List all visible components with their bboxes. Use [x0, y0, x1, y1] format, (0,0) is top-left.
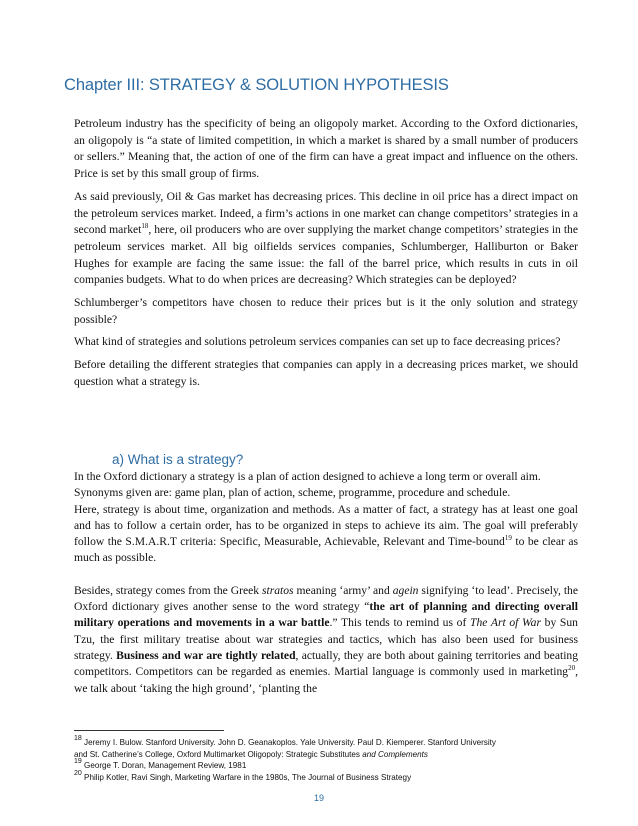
footnotes [74, 737, 578, 783]
etymology-paragraph: Besides, strategy comes from the Greek stratos meaning ‘army’ and agein signifying ‘to lead’. Precisely, the Oxford dictionary gives another sense to the word strategy “the art of planning and directing overall military operations and movements in a war battle.” This tends to remind us of The Art of War by Sun Tzu, the first military treatise about war strategies and tactics, which has also been used for business strategy. Business and war are tightly related, actually, they are both about gaining territories and beating competitors. Competitors can be regarded as enemies. Martial language is commonly used in marketing$^{20}$, we talk about ‘taking the high ground’, ‘planting the [74, 583, 579, 695]
page-number: 19 [313, 793, 324, 803]
footnote-ref-18: 18 [141, 222, 149, 231]
footnote-19: $^{19}$ George T. Doran, Management Review, 1981 [74, 758, 247, 771]
synonyms-line: Synonyms given are: game plan, plan of action, scheme, programme, procedure and schedule. [74, 486, 511, 500]
paragraph-decreasing-prices: As said previously, Oil & Gas market has decreasing prices. This decline in oil price has a direct impact on the petroleum services market. Indeed, a firm’s actions in one market can change competitors’ strategies in a second market$^{18}$, here, oil producers who are over supplying the market change competitors’ strategies in the petroleum services market. All big oilfields services companies, Schlumberger, Halliburton or Baker Hughes for example are facing the same issue: the fall of the barrel price, which results in cuts in oil companies budgets. What to do when prices are decreasing? Which strategies can be deployed? [74, 189, 578, 287]
smart-paragraph: Here, strategy is about time, organization and methods. As a matter of fact, a strategy has at least one goal and has to follow a certain order, has to be organized in steps to achieve its aim. The goal will preferably follow the S.M.A.R.T criteria: Specific, Measurable, Achievable, Relevant and Time-bound$^{19}$ to be clear as much as possible. [74, 502, 578, 565]
intro-body [74, 116, 578, 397]
footnote-18-continued: and St. Catherine’s College, Oxford Multimarket Oligopoly: Strategic Substitutes and Complements [74, 749, 428, 759]
definition-line: In the Oxford dictionary a strategy is a plan of action designed to achieve a long term or overall aim. [74, 470, 541, 483]
footnote-ref-19: 19 [504, 534, 512, 543]
section-body [74, 469, 578, 697]
paragraph-oligopoly: Petroleum industry has the specificity of being an oligopoly market. According to the Oxford dictionaries, an oligopoly is “a state of limited competition, in which a market is shared by a small number of producers or sellers.” Meaning that, the action of one of the firm can have a great impact and influence on the others. Price is set by this small group of firms. [74, 117, 578, 181]
paragraph-question: What kind of strategies and solutions petroleum services companies can set up to face decreasing prices? [74, 335, 561, 349]
footnote-18: $^{18}$ Jeremy I. Bulow. Stanford University. John D. Geanakoplos. Yale University. Paul D. Kiemperer. Stanford University [74, 735, 496, 747]
footnote-separator [74, 730, 224, 731]
chapter-title: Chapter III: STRATEGY & SOLUTION HYPOTHESIS [64, 76, 449, 94]
footnote-ref-20: 20 [568, 664, 576, 673]
paragraph-before-detailing: Before detailing the different strategies that companies can apply in a decreasing prices market, we should question what a strategy is. [74, 358, 578, 388]
footnote-20: $^{20}$ Philip Kotler, Ravi Singh, Marketing Warfare in the 1980s, The Journal of Business Strategy [74, 769, 412, 782]
paragraph-competitors: Schlumberger’s competitors have chosen to reduce their prices but is it the only solution and strategy possible? [74, 296, 578, 326]
section-heading: a) What is a strategy? [112, 452, 244, 467]
